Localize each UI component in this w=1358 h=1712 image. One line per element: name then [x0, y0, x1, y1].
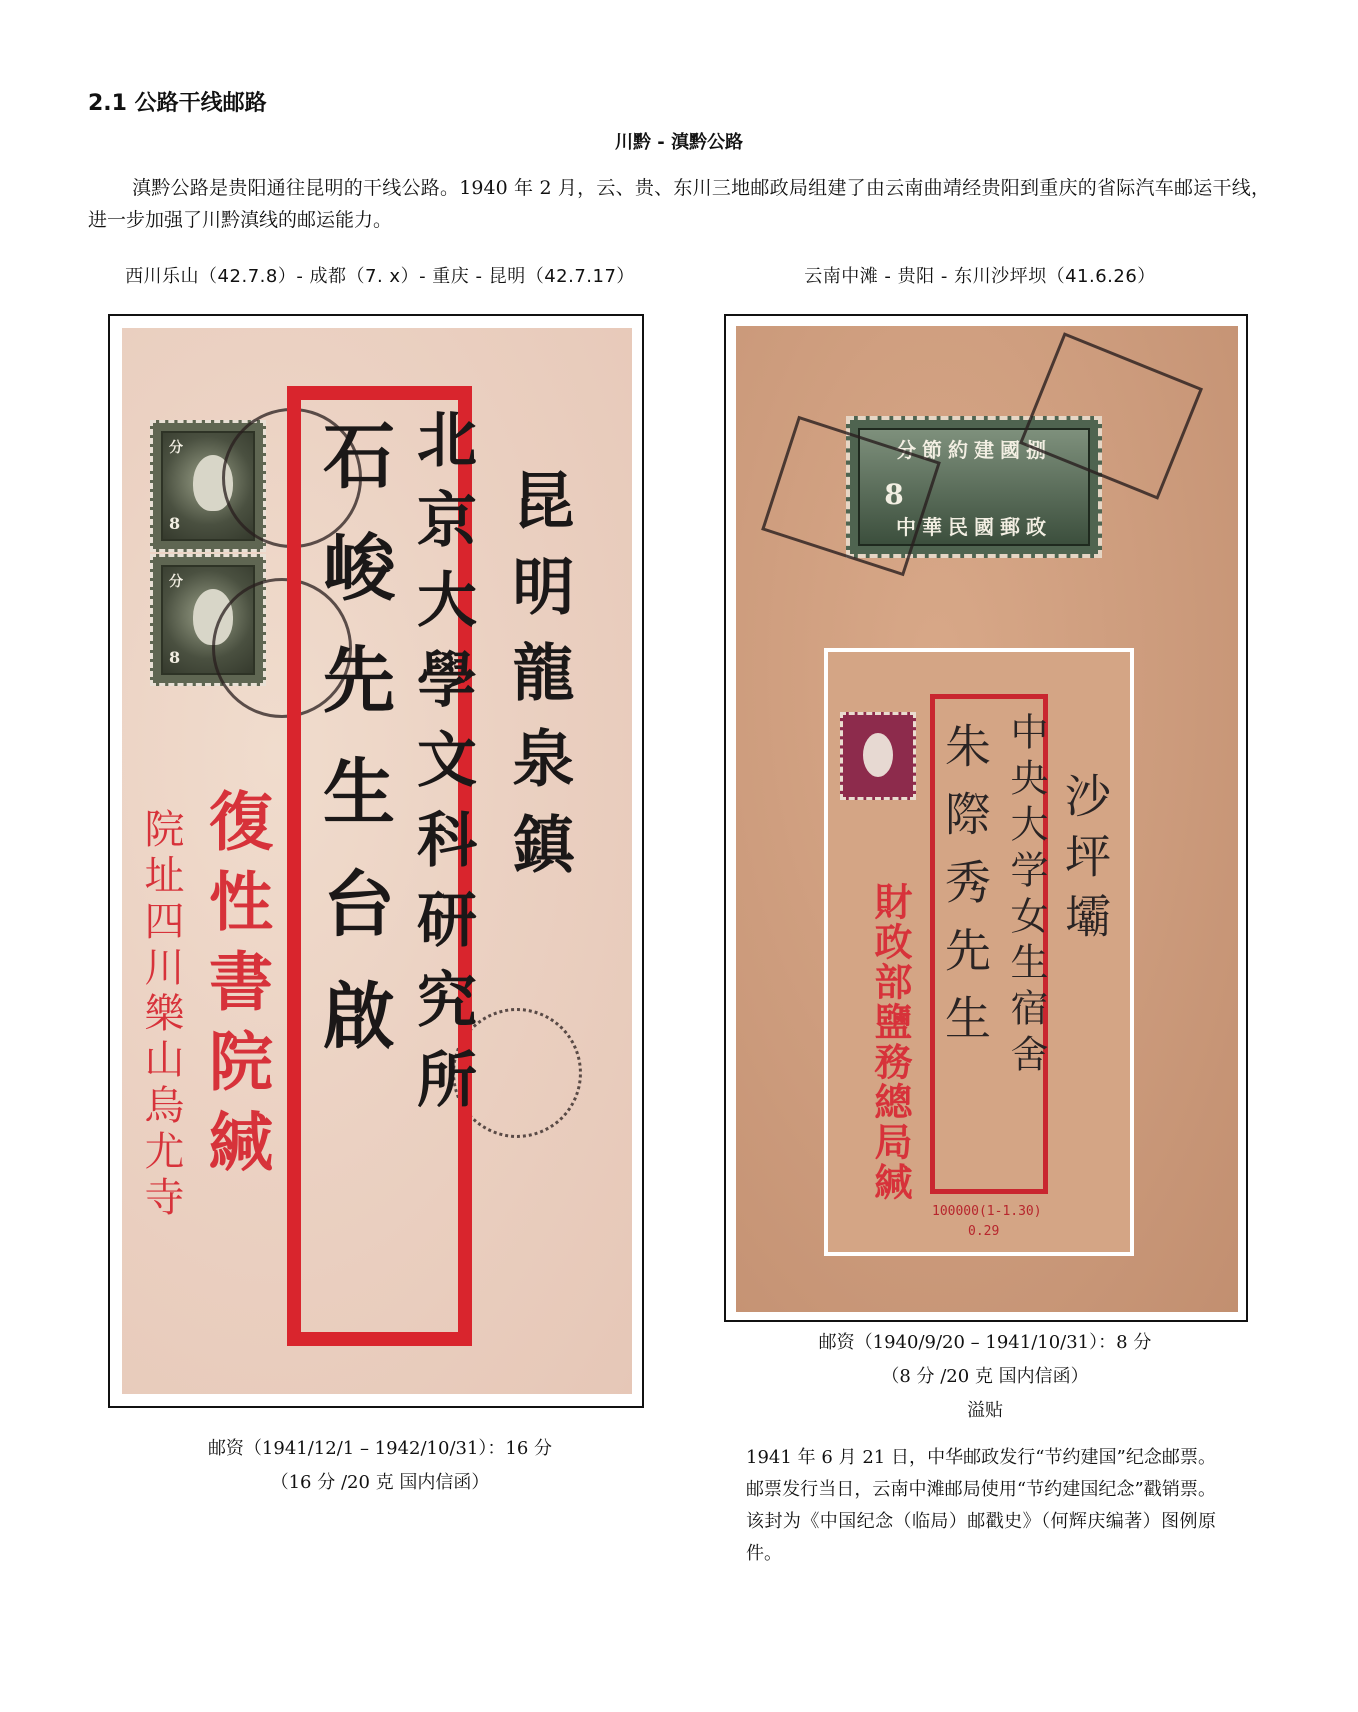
sender-address: 院址四川樂山烏尤寺: [138, 808, 184, 1222]
left-envelope-image: [122, 328, 632, 1394]
sender-org-right: 財政部鹽務總局緘: [868, 882, 913, 1202]
right-envelope-image: [736, 326, 1238, 1312]
stamp-sun-yat-sen-1: 8 分: [150, 420, 266, 552]
left-postage-rate: （16 分 /20 克 国内信函）: [270, 1472, 490, 1493]
stamp-sun-yat-sen-2: 8 分: [150, 554, 266, 686]
sender-name: 復性書院緘: [198, 788, 273, 1188]
destination-address: 昆明龍泉鎮: [502, 468, 575, 898]
overpay-label: 溢贴: [967, 1400, 1003, 1421]
page-subtitle: 川黔 - 滇黔公路: [614, 132, 743, 153]
right-route-caption: 云南中滩 - 贵阳 - 东川沙坪坝（41.6.26）: [804, 266, 1156, 287]
right-postage-period: 邮资（1940/9/20 – 1941/10/31）：8 分: [818, 1332, 1152, 1353]
stamp-small-purple: [840, 712, 916, 800]
recipient-name: 石峻先生台啟: [311, 418, 396, 1090]
print-code: 100000(1-1.30): [932, 1204, 1042, 1219]
left-route-caption: 西川乐山（42.7.8）- 成都（7. x）- 重庆 - 昆明（42.7.17）: [125, 266, 635, 287]
recipient-org-right: 中央大学女生宿舍: [1004, 712, 1048, 1080]
left-postage-period: 邮资（1941/12/1 – 1942/10/31）：16 分: [207, 1438, 553, 1459]
right-cover-note: 1941 年 6 月 21 日，中华邮政发行“节约建国”纪念邮票。邮票发行当日，云南中滩邮局使用“节约建国纪念”戳销票。该封为《中国纪念（临局）邮戳史》（何辉庆编著）图例原件。: [746, 1447, 1216, 1564]
right-postage-rate: （8 分 /20 克 国内信函）: [881, 1366, 1089, 1387]
right-cover-frame: [724, 314, 1248, 1322]
cover-back-inset: [824, 648, 1134, 1256]
left-cover-frame: [108, 314, 644, 1408]
left-postage-caption: [110, 1432, 650, 1500]
right-postage-caption: [720, 1326, 1250, 1428]
recipient-org: 北京大學文科研究所: [407, 408, 477, 1128]
print-code-2: 0.29: [968, 1224, 1000, 1239]
intro-paragraph: 滇黔公路是贵阳通往昆明的干线公路。1940 年 2 月，云、贵、东川三地邮政局组建了由云南曲靖经贵阳到重庆的省际汽车邮运干线，进一步加强了川黔滇线的邮运能力。: [88, 177, 1270, 231]
destination-address-right: 沙坪壩: [1058, 772, 1112, 952]
section-heading: 2.1 公路干线邮路: [88, 91, 267, 116]
recipient-name-right: 朱際秀先生: [938, 722, 992, 1062]
stamp-thrift-national-construction: 分節約建國捌 中華民國郵政 8: [846, 416, 1102, 558]
